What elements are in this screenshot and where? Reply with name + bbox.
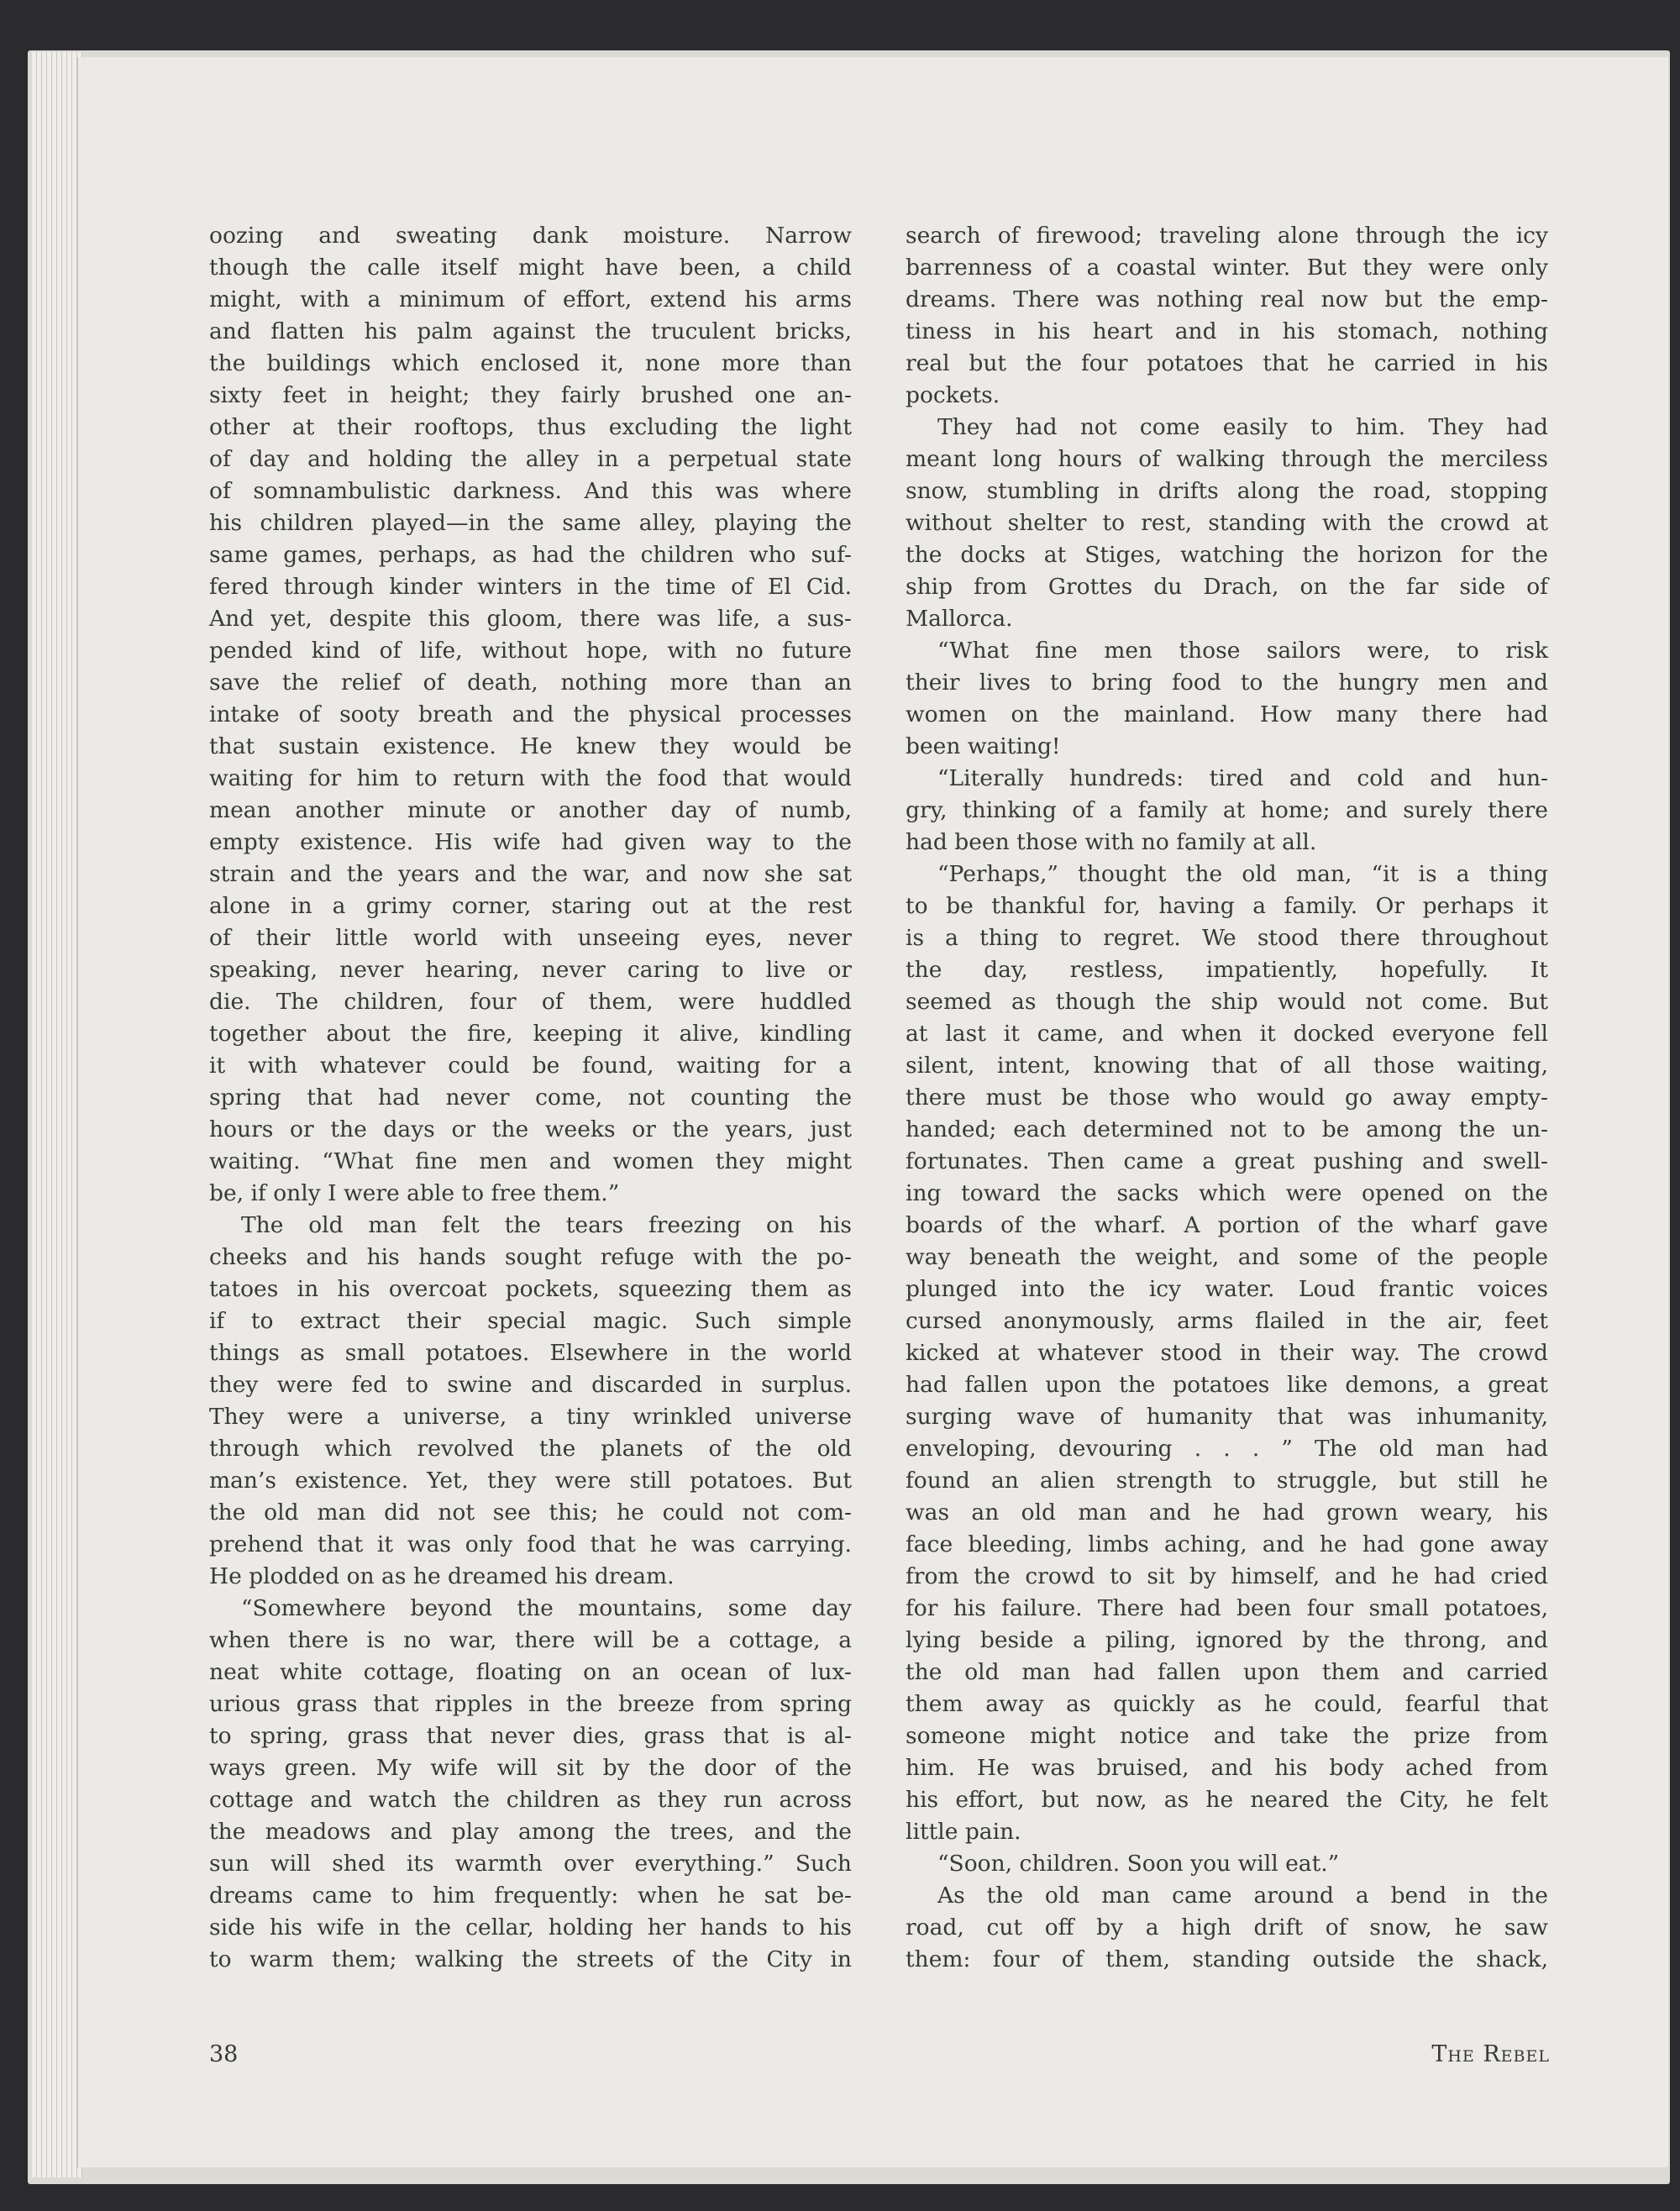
text-line: them away as quickly as he could, fearful that <box>906 1691 1548 1717</box>
text-line: that sustain existence. He knew they would be <box>209 733 852 759</box>
text-line: waiting for him to return with the food that would <box>209 765 852 791</box>
text-line: neat white cottage, floating on an ocean of lux- <box>209 1659 852 1685</box>
text-line: As the old man came around a bend in the <box>937 1883 1548 1909</box>
text-line: to warm them; walking the streets of the City in <box>209 1946 852 1972</box>
text-line: oozing and sweating dank moisture. Narrow <box>209 223 852 249</box>
text-line: cottage and watch the children as they run across <box>209 1787 852 1813</box>
text-line: of day and holding the alley in a perpetual state <box>209 446 852 472</box>
text-line: together about the fire, keeping it alive, kindling <box>209 1021 852 1047</box>
text-line: things as small potatoes. Elsewhere in the world <box>209 1340 852 1366</box>
text-line: man’s existence. Yet, they were still potatoes. But <box>209 1468 852 1494</box>
text-line: Mallorca. <box>906 606 1013 632</box>
text-line: intake of sooty breath and the physical processes <box>209 701 852 727</box>
text-line: enveloping, devouring . . . ” The old man had <box>906 1436 1548 1462</box>
text-line: “What fine men those sailors were, to risk <box>937 638 1548 664</box>
text-line: urious grass that ripples in the breeze from spring <box>209 1691 852 1717</box>
text-line: the old man did not see this; he could not com- <box>209 1499 852 1526</box>
text-line: the docks at Stiges, watching the horizon for the <box>906 542 1548 568</box>
text-line: silent, intent, knowing that of all those waiting, <box>906 1053 1548 1079</box>
text-line: strain and the years and the war, and now she sat <box>209 861 852 887</box>
text-line: mean another minute or another day of numb, <box>209 797 852 823</box>
text-line: snow, stumbling in drifts along the road, stopping <box>906 478 1548 504</box>
text-line: “Somewhere beyond the mountains, some day <box>241 1595 852 1621</box>
text-line: cursed anonymously, arms flailed in the air, feet <box>906 1308 1548 1334</box>
page-edges <box>32 52 82 2177</box>
text-line: die. The children, four of them, were huddled <box>209 989 852 1015</box>
text-line: cheeks and his hands sought refuge with the po- <box>209 1244 852 1270</box>
text-line: real but the four potatoes that he carried in his <box>906 350 1548 376</box>
text-line: was an old man and he had grown weary, his <box>906 1499 1548 1526</box>
text-line: their lives to bring food to the hungry men and <box>906 670 1548 696</box>
text-line: the old man had fallen upon them and carried <box>906 1659 1548 1685</box>
text-line: seemed as though the ship would not come. But <box>906 989 1548 1015</box>
text-line: And yet, despite this gloom, there was life, a sus- <box>209 606 852 632</box>
text-line: face bleeding, limbs aching, and he had gone away <box>906 1531 1548 1557</box>
text-line: meant long hours of walking through the merciless <box>906 446 1548 472</box>
text-line: of their little world with unseeing eyes, never <box>209 925 852 951</box>
text-line: to spring, grass that never dies, grass that is al- <box>209 1723 852 1749</box>
text-line: him. He was bruised, and his body ached from <box>906 1755 1548 1781</box>
text-line: his effort, but now, as he neared the City, he felt <box>906 1787 1548 1813</box>
text-line: They had not come easily to him. They had <box>937 414 1548 440</box>
text-line: without shelter to rest, standing with the crowd at <box>906 510 1548 536</box>
text-line: them: four of them, standing outside the shack, <box>906 1946 1548 1972</box>
text-line: sun will shed its warmth over everything.” Such <box>209 1851 852 1877</box>
text-line: though the calle itself might have been, a child <box>209 255 852 281</box>
text-line: same games, perhaps, as had the children who suf- <box>209 542 852 568</box>
text-line: “Soon, children. Soon you will eat.” <box>937 1851 1340 1877</box>
text-line: tiness in his heart and in his stomach, nothing <box>906 318 1548 344</box>
text-line: They were a universe, a tiny wrinkled universe <box>209 1404 852 1430</box>
text-line: from the crowd to sit by himself, and he had cried <box>906 1563 1548 1589</box>
text-line: alone in a grimy corner, staring out at the rest <box>209 893 852 919</box>
running-title: The Rebel <box>1431 2041 1550 2067</box>
text-line: speaking, never hearing, never caring to live or <box>209 957 852 983</box>
text-line: pended kind of life, without hope, with no future <box>209 638 852 664</box>
text-line: prehend that it was only food that he was carrying. <box>209 1531 852 1557</box>
page-number: 38 <box>209 2041 239 2067</box>
text-line: had fallen upon the potatoes like demons, a great <box>906 1372 1548 1398</box>
text-line: gry, thinking of a family at home; and surely there <box>906 797 1548 823</box>
text-line: ing toward the sacks which were opened on the <box>906 1180 1548 1206</box>
text-line: be, if only I were able to free them.” <box>209 1180 620 1206</box>
text-line: search of firewood; traveling alone through the icy <box>906 223 1548 249</box>
text-line: “Perhaps,” thought the old man, “it is a thing <box>937 861 1548 887</box>
text-line: He plodded on as he dreamed his dream. <box>209 1563 675 1589</box>
text-line: women on the mainland. How many there had <box>906 701 1548 727</box>
text-column-left <box>209 220 852 1976</box>
text-line: the buildings which enclosed it, none more than <box>209 350 852 376</box>
text-line: his children played—in the same alley, playing the <box>209 510 852 536</box>
text-line: dreams. There was nothing real now but the emp- <box>906 286 1548 312</box>
text-line: at last it came, and when it docked everyone fell <box>906 1021 1548 1047</box>
text-line: hours or the days or the weeks or the years, just <box>209 1116 852 1142</box>
text-line: pockets. <box>906 382 1000 408</box>
text-line: through which revolved the planets of the old <box>209 1436 852 1462</box>
text-line: been waiting! <box>906 733 1061 759</box>
text-line: someone might notice and take the prize from <box>906 1723 1548 1749</box>
text-line: ways green. My wife will sit by the door of the <box>209 1755 852 1781</box>
text-line: for his failure. There had been four small potatoes, <box>906 1595 1548 1621</box>
text-column-right <box>906 220 1548 1976</box>
text-line: lying beside a piling, ignored by the throng, and <box>906 1627 1548 1653</box>
text-line: is a thing to regret. We stood there throughout <box>906 925 1548 951</box>
text-line: they were fed to swine and discarded in surplus. <box>209 1372 852 1398</box>
text-line: road, cut off by a high drift of snow, he saw <box>906 1914 1548 1941</box>
text-line: it with whatever could be found, waiting for a <box>209 1053 852 1079</box>
text-line: waiting. “What fine men and women they might <box>209 1148 852 1174</box>
text-line: little pain. <box>906 1819 1021 1845</box>
text-line: kicked at whatever stood in their way. The crowd <box>906 1340 1548 1366</box>
text-line: boards of the wharf. A portion of the wharf gave <box>906 1212 1548 1238</box>
text-line: barrenness of a coastal winter. But they were only <box>906 255 1548 281</box>
text-line: had been those with no family at all. <box>906 829 1317 855</box>
text-line: sixty feet in height; they fairly brushed one an- <box>209 382 852 408</box>
text-line: might, with a minimum of effort, extend his arms <box>209 286 852 312</box>
text-line: to be thankful for, having a family. Or perhaps it <box>906 893 1548 919</box>
text-line: the meadows and play among the trees, and the <box>209 1819 852 1845</box>
text-line: plunged into the icy water. Loud frantic voices <box>906 1276 1548 1302</box>
text-line: side his wife in the cellar, holding her hands to his <box>209 1914 852 1941</box>
text-line: “Literally hundreds: tired and cold and hun- <box>937 765 1548 791</box>
text-line: The old man felt the tears freezing on his <box>241 1212 852 1238</box>
text-line: empty existence. His wife had given way to the <box>209 829 852 855</box>
text-line: of somnambulistic darkness. And this was where <box>209 478 852 504</box>
text-line: save the relief of death, nothing more than an <box>209 670 852 696</box>
text-line: if to extract their special magic. Such simple <box>209 1308 852 1334</box>
text-line: fered through kinder winters in the time of El Cid. <box>209 574 852 600</box>
text-line: found an alien strength to struggle, but still he <box>906 1468 1548 1494</box>
text-line: dreams came to him frequently: when he sat be- <box>209 1883 852 1909</box>
text-line: way beneath the weight, and some of the people <box>906 1244 1548 1270</box>
text-line: other at their rooftops, thus excluding the light <box>209 414 852 440</box>
text-line: spring that had never come, not counting the <box>209 1084 852 1111</box>
text-line: the day, restless, impatiently, hopefully. It <box>906 957 1548 983</box>
text-line: when there is no war, there will be a cottage, a <box>209 1627 852 1653</box>
text-line: there must be those who would go away empty- <box>906 1084 1548 1111</box>
text-line: handed; each determined not to be among the un- <box>906 1116 1548 1142</box>
text-line: and flatten his palm against the truculent bricks, <box>209 318 852 344</box>
text-line: fortunates. Then came a great pushing and swell- <box>906 1148 1548 1174</box>
text-line: ship from Grottes du Drach, on the far side of <box>906 574 1548 600</box>
text-line: surging wave of humanity that was inhumanity, <box>906 1404 1548 1430</box>
text-line: tatoes in his overcoat pockets, squeezing them as <box>209 1276 852 1302</box>
